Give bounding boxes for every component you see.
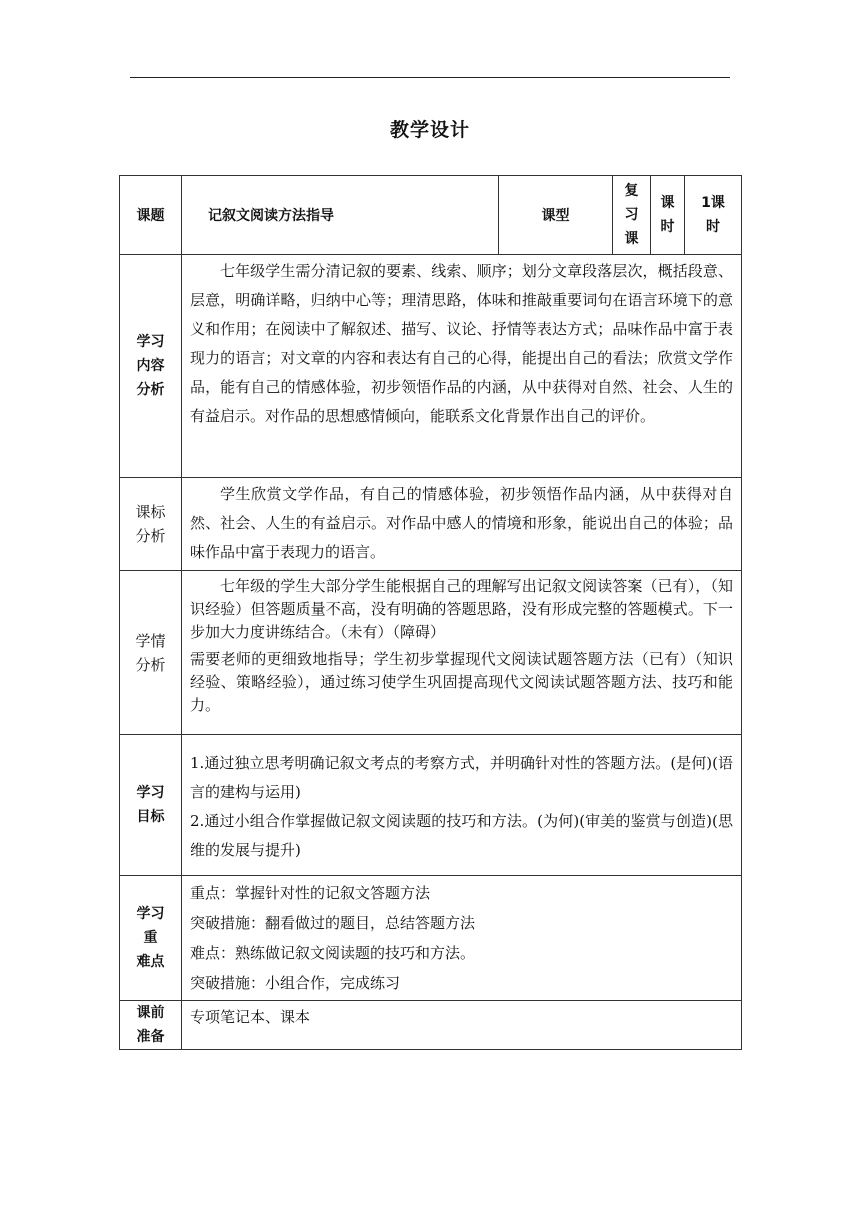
page-title: 教学设计 — [389, 119, 470, 141]
learning-goals-label: 学习 目标 — [120, 735, 182, 876]
learning-goals-row — [120, 735, 742, 876]
topic-label: 课题 — [120, 176, 182, 255]
preparation-text: 专项笔记本、课本 — [182, 1001, 742, 1050]
topic-value: 记叙文阅读方法指导 — [182, 176, 499, 255]
standard-analysis-row — [120, 478, 742, 571]
content-analysis-label: 学习 内容 分析 — [120, 255, 182, 478]
type-label: 课型 — [499, 176, 613, 255]
type-value: 复 习 课 — [613, 176, 651, 255]
header-row — [120, 176, 742, 255]
hours-value: 1课 时 — [685, 176, 742, 255]
hours-label: 课 时 — [651, 176, 685, 255]
standard-analysis-label: 课标 分析 — [120, 478, 182, 571]
learning-goals-text: 1.通过独立思考明确记叙文考点的考察方式，并明确针对性的答题方法。(是何)(语言的建构与运用) 2.通过小组合作掌握做记叙文阅读题的技巧和方法。(为何)(审美的鉴赏与创造)(思维的发展与提升) — [182, 735, 742, 876]
preparation-label: 课前 准备 — [120, 1001, 182, 1050]
content-analysis-text: 七年级学生需分清记叙的要素、线索、顺序；划分文章段落层次，概括段意、层意，明确详略，归纳中心等；理清思路，体味和推敲重要词句在语言环境下的意义和作用；在阅读中了解叙述、描写、议论、抒情等表达方式；品味作品中富于表现力的语言；对文章的内容和表达有自己的心得，能提出自己的看法；欣赏文学作品，能有自己的情感体验，初步领悟作品的内涵，从中获得对自然、社会、人生的有益启示。对作品的思想感情倾向，能联系文化背景作出自己的评价。 — [182, 255, 742, 478]
lesson-plan-table — [119, 175, 742, 1050]
learner-analysis-label: 学情 分析 — [120, 571, 182, 735]
key-points-label: 学习 重 难点 — [120, 876, 182, 1001]
key-points-text: 重点：掌握针对性的记叙文答题方法 突破措施：翻看做过的题目，总结答题方法 难点：熟练做记叙文阅读题的技巧和方法。 突破措施：小组合作，完成练习 — [182, 876, 742, 1001]
learner-analysis-row — [120, 571, 742, 735]
content-analysis-row — [120, 255, 742, 478]
top-rule — [130, 77, 730, 78]
standard-analysis-text: 学生欣赏文学作品，有自己的情感体验，初步领悟作品内涵，从中获得对自然、社会、人生的有益启示。对作品中感人的情境和形象，能说出自己的体验；品味作品中富于表现力的语言。 — [182, 478, 742, 571]
learner-analysis-text: 七年级的学生大部分学生能根据自己的理解写出记叙文阅读答案（已有），（知识经验）但答题质量不高，没有明确的答题思路，没有形成完整的答题模式。下一步加大力度讲练结合。（未有）（障碍） 需要老师的更细致地指导；学生初步掌握现代文阅读试题答题方法（已有）（知识经验、策略经验），通过练习使学生巩固提高现代文阅读试题答题方法、技巧和能力。 — [182, 571, 742, 735]
key-points-row — [120, 876, 742, 1001]
preparation-row — [120, 1001, 742, 1050]
